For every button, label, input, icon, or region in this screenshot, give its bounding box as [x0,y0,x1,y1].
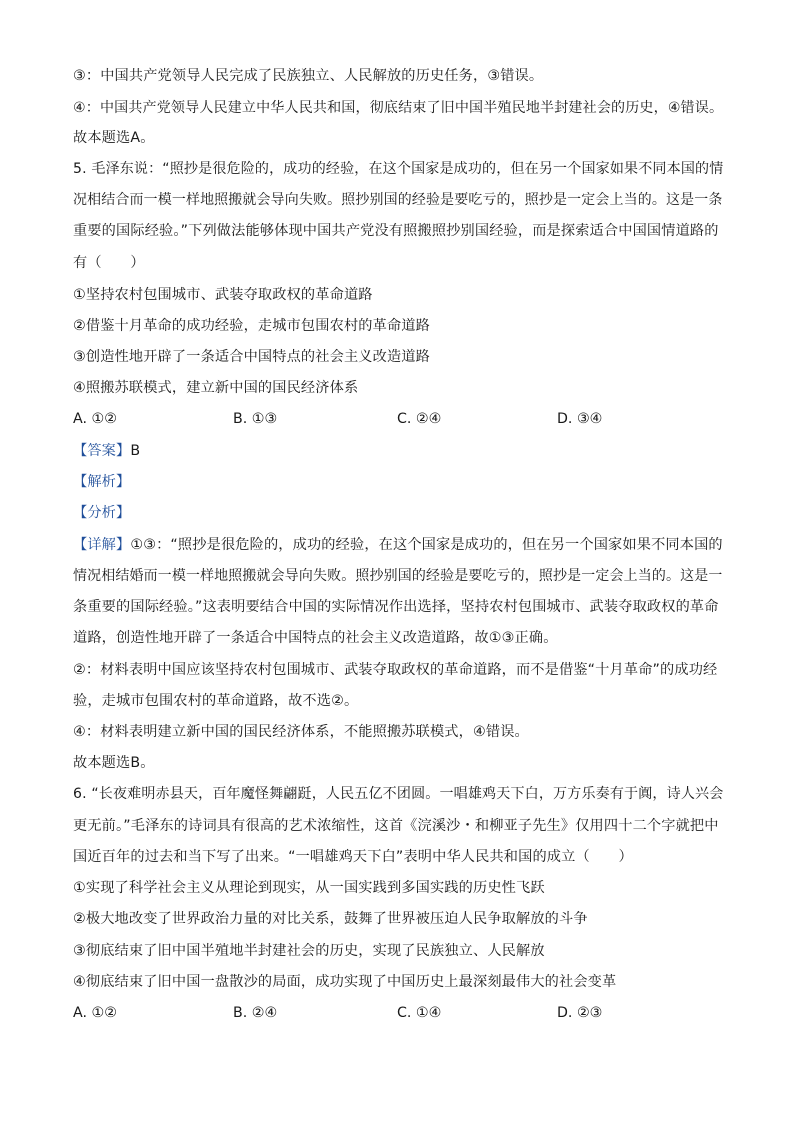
q5-detail-line-5: ②：材料表明中国应该坚持农村包围城市、武装夺取政权的革命道路，而不是借鉴“十月革命”的成功经 [73,662,718,678]
q5-detail-line-3: 条重要的国际经验。”这表明要结合中国的实际情况作出选择，坚持农村包围城市、武装夺取政权的革命 [73,599,719,615]
q6-option-d: D. ②③ [557,1005,603,1021]
q5-detail-line-2: 情况相结婚而一模一样地照搬就会导向失败。照抄别国的经验是要吃亏的，照抄是一定会上当的。这是一 [73,568,723,584]
q6-stem-line-1: 6. “长夜难明赤县天，百年魔怪舞翩跹，人民五亿不团圆。一唱雄鸡天下白，万方乐奏有于阗，诗人兴会 [73,786,724,802]
answer-value: B [130,443,141,459]
q5-stem-line-3: 重要的国际经验。”下列做法能够体现中国共产党没有照搬照抄别国经验，而是探索适合中国国情道路的 [73,223,719,239]
q6-item-2: ②极大地改变了世界政治力量的对比关系，鼓舞了世界被压迫人民争取解放的斗争 [73,911,588,927]
q5-option-d: D. ③④ [557,411,603,427]
q5-detail-line-6: 验，走城市包围农村的革命道路，故不选②。 [73,693,359,709]
q5-stem-line-2: 况相结合而一模一样地照搬就会导向失败。照抄别国的经验是要吃亏的，照抄是一定会上当的。这是一条 [73,192,723,208]
q6-stem-line-2: 更无前。”毛泽东的诗词具有很高的艺术浓缩性，这首《浣溪沙・和柳亚子先生》仅用四十二个字就把中 [73,818,719,834]
prev-analysis-line-2: ④：中国共产党领导人民建立中华人民共和国，彻底结束了旧中国半殖民地半封建社会的历史，④错误。 [73,100,724,116]
q5-detail-line-1: 【详解】①③：“照抄是很危险的，成功的经验，在这个国家是成功的，但在另一个国家如果不同本国的 [73,537,723,553]
q6-item-4: ④彻底结束了旧中国一盘散沙的局面，成功实现了中国历史上最深刻最伟大的社会变革 [73,974,617,990]
q5-option-c: C. ②④ [397,411,442,427]
analysis-tag: 【解析】 [73,474,131,490]
fenxi-tag: 【分析】 [73,505,131,521]
q6-item-3: ③彻底结束了旧中国半殖地半封建社会的历史，实现了民族独立、人民解放 [73,943,545,959]
q6-option-b: B. ②④ [233,1005,278,1021]
prev-conclusion: 故本题选A。 [73,130,155,146]
detail-tag: 【详解】 [73,537,131,553]
q6-item-1: ①实现了科学社会主义从理论到现实，从一国实践到多国实践的历史性飞跃 [73,880,545,896]
q5-detail-line-4: 道路，创造性地开辟了一条适合中国特点的社会主义改造道路，故①③正确。 [73,630,558,646]
q5-item-1: ①坚持农村包围城市、武装夺取政权的革命道路 [73,287,373,303]
q5-stem-line-1: 5. 毛泽东说：“照抄是很危险的，成功的经验，在这个国家是成功的，但在另一个国家如果不同本国的情 [73,161,724,177]
q5-option-a: A. ①② [73,411,117,427]
q5-item-3: ③创造性地开辟了一条适合中国特点的社会主义改造道路 [73,349,430,365]
answer-tag: 【答案】 [73,443,131,459]
q5-detail-line-7: ④：材料表明建立新中国的国民经济体系，不能照搬苏联模式，④错误。 [73,724,529,740]
q6-option-c: C. ①④ [397,1005,442,1021]
q5-conclusion: 故本题选B。 [73,755,155,771]
q5-item-2: ②借鉴十月革命的成功经验，走城市包围农村的革命道路 [73,318,430,334]
q6-stem-line-3: 国近百年的过去和当下写了出来。“一唱雄鸡天下白”表明中华人民共和国的成立（ ） [73,849,633,865]
q5-option-b: B. ①③ [233,411,278,427]
q6-option-a: A. ①② [73,1005,117,1021]
prev-analysis-line-1: ③：中国共产党领导人民完成了民族独立、人民解放的历史任务，③错误。 [73,68,544,84]
q5-stem-line-4: 有（ ） [73,255,145,271]
q5-answer-line [73,441,723,461]
q5-item-4: ④照搬苏联模式，建立新中国的国民经济体系 [73,380,359,396]
